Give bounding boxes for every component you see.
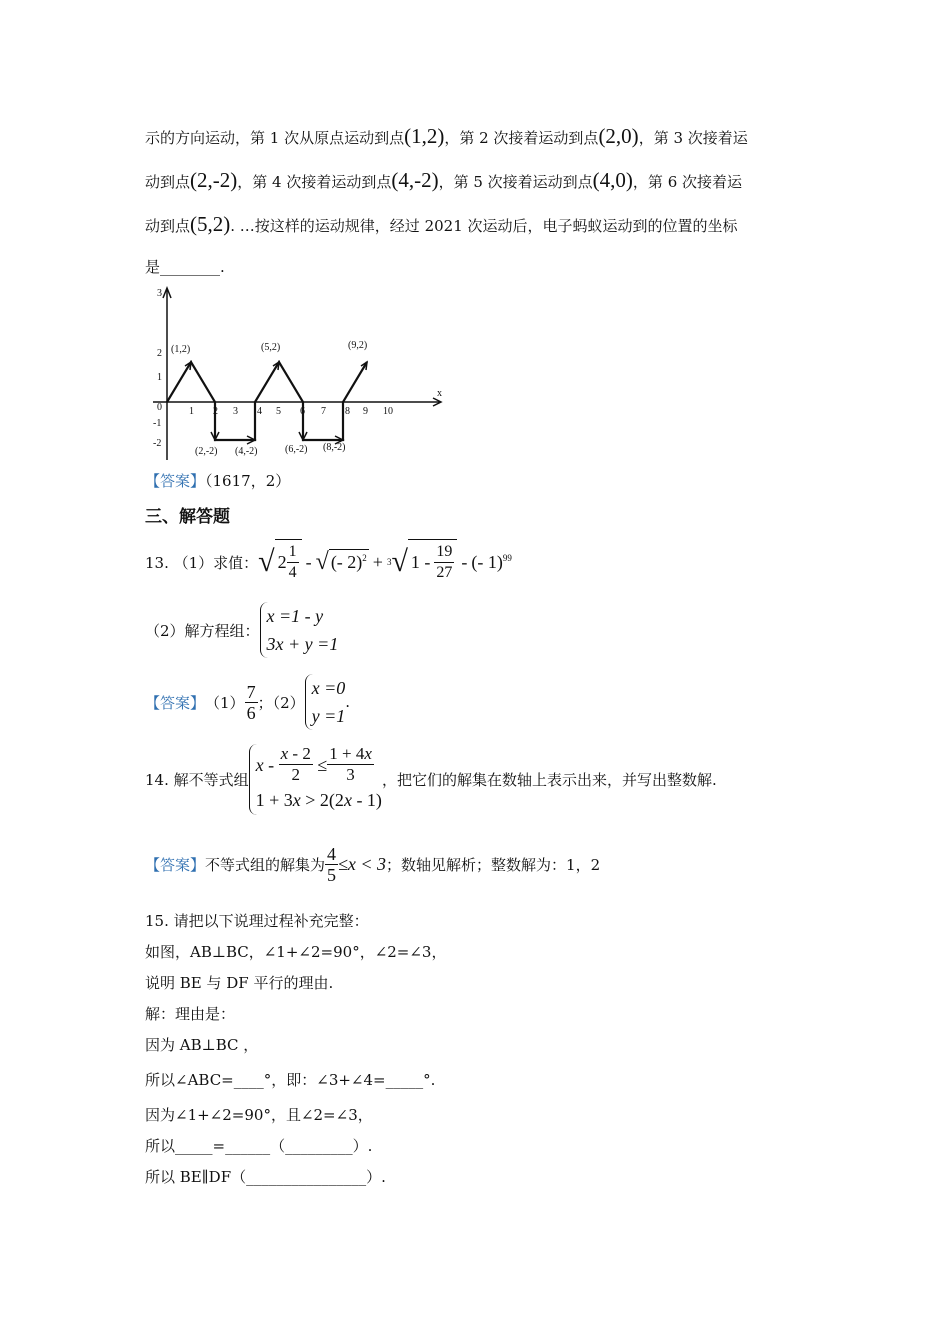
q14-tail: ，把它们的解集在数轴上表示出来，并写出整数解. bbox=[381, 771, 717, 789]
x-axis-label: x bbox=[437, 388, 442, 399]
q13-label: 13. （1）求值： bbox=[145, 553, 259, 572]
y-tick: -1 bbox=[153, 418, 162, 429]
point-5: (4,0) bbox=[592, 168, 633, 192]
y-tick: 3 bbox=[157, 288, 162, 299]
label-bottom-3: (6,-2) bbox=[285, 444, 308, 455]
answer-inequality: ≤x < 3 bbox=[338, 854, 387, 874]
q12-line2 bbox=[145, 168, 742, 193]
q15-line: 说明 BE 与 DF 平行的理由. bbox=[145, 974, 334, 992]
label-bottom-2: (4,-2) bbox=[235, 446, 258, 457]
q14-label: 14. 解不等式组 bbox=[145, 771, 249, 789]
y-tick: 2 bbox=[157, 348, 162, 359]
period: . bbox=[345, 693, 351, 711]
answer-fraction bbox=[325, 844, 338, 885]
q15-line: 所以_____=______（_________）. bbox=[145, 1137, 373, 1155]
q13-part2-label: （2）解方程组： bbox=[145, 621, 260, 640]
point-3: (2,-2) bbox=[190, 168, 238, 192]
x-tick: 1 bbox=[189, 406, 194, 417]
x-tick: 5 bbox=[276, 406, 281, 417]
text: ，第 3 次接着运 bbox=[638, 129, 748, 147]
answer-y: y =1 bbox=[311, 706, 346, 726]
equation-2: 3x + y =1 bbox=[266, 634, 339, 654]
q15-line: 因为∠1+∠2=90°，且∠2=∠3， bbox=[145, 1106, 373, 1124]
x-tick: 3 bbox=[233, 406, 238, 417]
q15 bbox=[145, 906, 446, 1193]
text: ，第 2 次接着运动到点 bbox=[444, 129, 599, 147]
expression: √ 2 $\frac{1}{4}$ - √ (- 2)$^2$ + 3 √ 1 - $\frac{19}{27}$ - (- 1)$^{99}$ bbox=[258, 539, 512, 585]
q12-line1 bbox=[145, 124, 748, 149]
text: 动到点 bbox=[145, 217, 191, 235]
label-top-2: (5,2) bbox=[261, 342, 281, 353]
answer-tag: 【答案】 bbox=[145, 856, 206, 874]
y-tick: 1 bbox=[157, 372, 162, 383]
answer-tag: 【答案】 bbox=[145, 693, 206, 712]
x-tick: 8 bbox=[345, 406, 350, 417]
q14-answer bbox=[145, 844, 600, 885]
ant-path-graph bbox=[145, 282, 445, 462]
label-top-1: (1,2) bbox=[171, 344, 191, 355]
equation-system bbox=[260, 602, 339, 658]
numerator: 7 bbox=[246, 681, 256, 702]
q15-line: 所以 BE∥DF（________________）. bbox=[145, 1168, 386, 1186]
answer-separator: ；（2） bbox=[257, 693, 305, 712]
x-tick: 2 bbox=[213, 406, 218, 417]
point-6: (5,2) bbox=[190, 212, 231, 236]
answer-tag: 【答案】 bbox=[145, 472, 206, 490]
text: 动到点 bbox=[145, 173, 191, 191]
text: 示的方向运动，第 1 次从原点运动到点 bbox=[145, 129, 405, 147]
answer-text: 不等式组的解集为 bbox=[205, 856, 326, 874]
x-tick: 4 bbox=[257, 406, 262, 417]
section-title: 三、解答题 bbox=[145, 507, 230, 527]
denominator: 6 bbox=[246, 702, 256, 723]
label-top-3: (9,2) bbox=[348, 340, 368, 351]
ant-path bbox=[167, 362, 367, 440]
point-4: (4,-2) bbox=[391, 168, 439, 192]
q15-line: 解：理由是： bbox=[145, 1005, 236, 1023]
numerator: 4 bbox=[327, 844, 337, 864]
q13-part1 bbox=[145, 538, 512, 586]
q12-answer bbox=[145, 470, 290, 491]
answer-x: x =0 bbox=[311, 678, 346, 698]
x-tick: 9 bbox=[363, 406, 368, 417]
point-2: (2,0) bbox=[598, 124, 639, 148]
x-tick: 7 bbox=[321, 406, 326, 417]
x-tick: 6 bbox=[300, 406, 305, 417]
q15-line: 15. 请把以下说理过程补充完整： bbox=[145, 912, 369, 930]
q14 bbox=[145, 744, 717, 815]
equation-1: x =1 - y bbox=[266, 606, 324, 626]
x-tick: 10 bbox=[383, 406, 393, 417]
q15-line: 如图，AB⊥BC，∠1+∠2=90°，∠2=∠3， bbox=[145, 943, 447, 961]
text: . …按这样的运动规律，经过 2021 次运动后，电子蚂蚁运动到的位置的坐标 bbox=[230, 217, 738, 235]
answer-label: （1） bbox=[205, 693, 245, 712]
answer-fraction bbox=[245, 682, 258, 723]
point-1: (1,2) bbox=[404, 124, 445, 148]
label-bottom-4: (8,-2) bbox=[323, 442, 346, 453]
q12-line4: 是________. bbox=[145, 258, 225, 276]
q15-line: 因为 AB⊥BC ， bbox=[145, 1036, 259, 1054]
text: ，第 5 次接着运动到点 bbox=[438, 173, 593, 191]
q13-answer bbox=[145, 674, 350, 730]
text: ，第 6 次接着运 bbox=[632, 173, 743, 191]
origin-label: 0 bbox=[157, 402, 162, 413]
answer-system bbox=[305, 674, 346, 730]
denominator: 5 bbox=[327, 865, 337, 885]
q13-part2 bbox=[145, 602, 338, 658]
label-bottom-1: (2,-2) bbox=[195, 446, 218, 457]
inequality-system: x - $\frac{x - 2}{2}$ ≤ $\frac{1 + 4x}{3}$ 1 + 3x > 2(2x - 1) bbox=[249, 744, 382, 815]
q15-line: 所以∠ABC=____°，即：∠3+∠4=_____°. bbox=[145, 1071, 436, 1089]
y-tick: -2 bbox=[153, 438, 162, 449]
answer-text: ；数轴见解析；整数解为：1，2 bbox=[386, 856, 601, 874]
answer-text: （1617，2） bbox=[205, 472, 291, 490]
q12-line3 bbox=[145, 212, 738, 237]
text: ，第 4 次接着运动到点 bbox=[237, 173, 392, 191]
